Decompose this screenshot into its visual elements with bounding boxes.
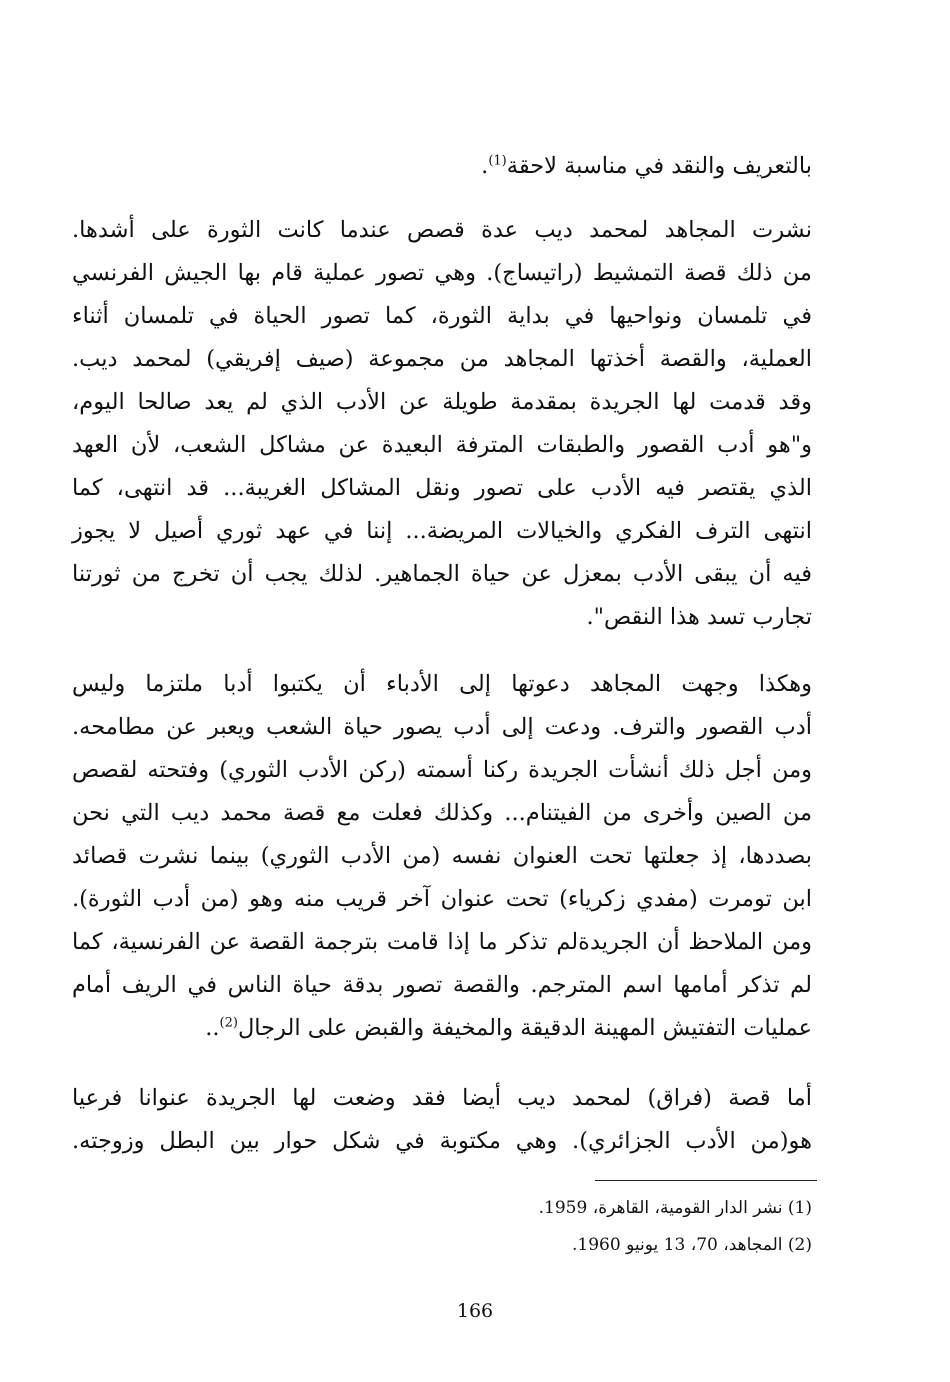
footnote-separator	[595, 1180, 817, 1181]
text-line: وهكذا وجهت المجاهد دعوتها إلى الأدباء أن يكتبوا أدبا ملتزما وليس	[72, 671, 812, 697]
footnote: (1) نشر الدار القومية، القاهرة، 1959.	[538, 1198, 812, 1218]
text-line: فيه أن يبقى الأدب بمعزل عن حياة الجماهير. لذلك يجب أن تخرج من ثورتنا	[72, 561, 812, 587]
text-line: العملية، والقصة أخذتها المجاهد من مجموعة (صيف إفريقي) لمحمد ديب.	[72, 346, 812, 372]
text-line: ومن أجل ذلك أنشأت الجريدة ركنا أسمته (ركن الأدب الثوري) وفتحته لقصص	[72, 757, 812, 783]
text-line: بصددها، إذ جعلتها تحت العنوان نفسه (من الأدب الثوري) بينما نشرت قصائد	[72, 843, 812, 869]
text-line: ابن تومرت (مفدي زكرياء) تحت عنوان آخر قريب منه وهو (من أدب الثورة).	[72, 886, 812, 912]
text-line: لم تذكر أمامها اسم المترجم. والقصة تصور بدقة حياة الناس في الريف أمام	[72, 972, 812, 998]
footnote: (2) المجاهد، 70، 13 يونيو 1960.	[572, 1235, 812, 1255]
text-line: انتهى الترف الفكري والخيالات المريضة... إننا في عهد ثوري أصيل لا يجوز	[72, 518, 812, 544]
text-line: تجارب تسد هذا النقص".	[586, 604, 812, 630]
footnote-marker: (2)	[219, 1015, 238, 1031]
page-number: 166	[456, 1300, 494, 1322]
text-line: أما قصة (فراق) لمحمد ديب أيضا فقد وضعت لها الجريدة عنوانا فرعيا	[72, 1085, 812, 1111]
text-line: في تلمسان ونواحيها في بداية الثورة، كما تصور الحياة في تلمسان أثناء	[72, 303, 812, 329]
text-line: ومن الملاحظ أن الجريدةلم تذكر ما إذا قامت بترجمة القصة عن الفرنسية، كما	[72, 929, 812, 955]
text-line: أدب القصور والترف. ودعت إلى أدب يصور حياة الشعب ويعبر عن مطامحه.	[72, 714, 812, 740]
text-line: الذي يقتصر فيه الأدب على تصور ونقل المشاكل الغريبة... قد انتهى، كما	[72, 475, 812, 501]
text-line: عمليات التفتيش المهينة الدقيقة والمخيفة والقبض على الرجال$^{(2)}$..	[205, 1015, 812, 1041]
text-line: هو(من الأدب الجزائري). وهي مكتوبة في شكل حوار بين البطل وزوجته.	[72, 1128, 812, 1154]
text-line: وقد قدمت لها الجريدة بمقدمة طويلة عن الأدب الذي لم يعد صالحا اليوم،	[72, 389, 812, 415]
text-line: من ذلك قصة التمشيط (راتيساج). وهي تصور عملية قام بها الجيش الفرنسي	[72, 260, 812, 286]
footnote-marker: (1)	[488, 153, 507, 169]
text-line: و"هو أدب القصور والطبقات المترفة البعيدة عن مشاكل الشعب، لأن العهد	[72, 432, 812, 458]
text-line: من الصين وأخرى من الفيتنام... وكذلك فعلت مع قصة محمد ديب التي نحن	[72, 800, 812, 826]
text-line: نشرت المجاهد لمحمد ديب عدة قصص عندما كانت الثورة على أشدها.	[72, 217, 812, 243]
text-line: بالتعريف والنقد في مناسبة لاحقة$^{(1)}$.	[481, 153, 812, 179]
